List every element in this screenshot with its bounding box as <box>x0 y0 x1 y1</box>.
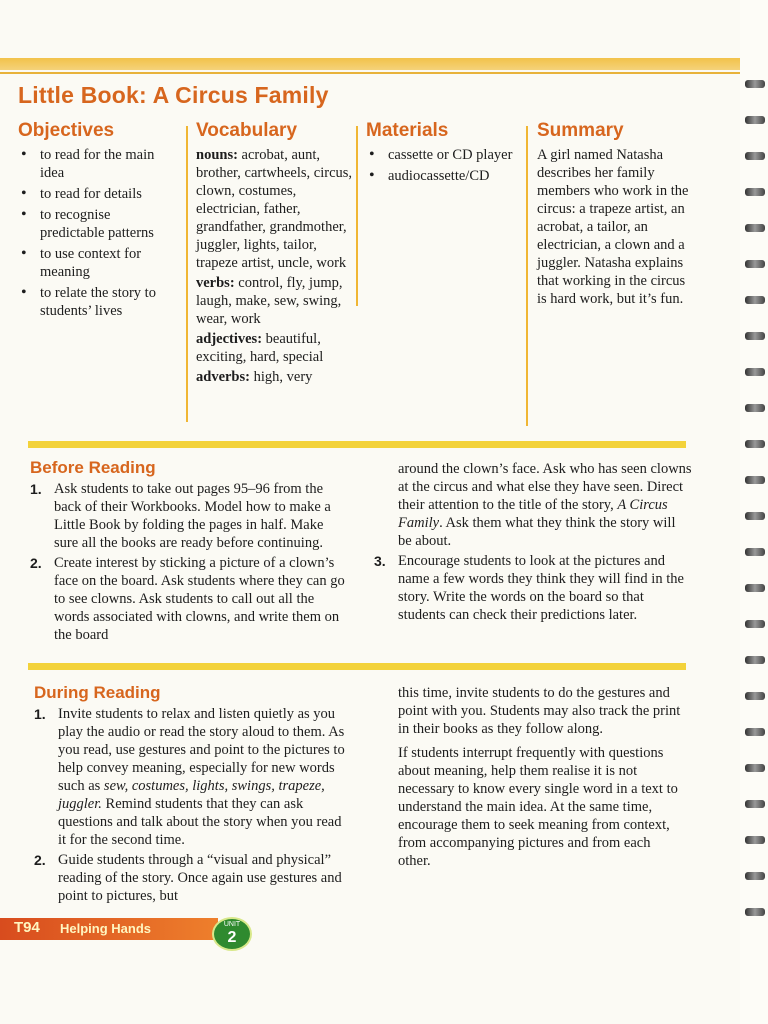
section-rule <box>28 663 686 670</box>
spiral-coil <box>745 656 765 664</box>
step-item <box>34 851 352 905</box>
spiral-coil <box>745 872 765 880</box>
before-reading-section <box>30 458 348 646</box>
column-divider <box>526 126 528 426</box>
spiral-coil <box>745 332 765 340</box>
adverbs-text: high, very <box>253 369 313 385</box>
before-reading-heading: Before Reading <box>30 458 156 477</box>
summary-text: A girl named Natasha describes her family members who work in the circus: a trapeze artist, an acrobat, a tailor, an electrician, a clown and a juggler. Natasha explains that working in the circus is hard work, but it’s fun. <box>537 147 689 307</box>
spiral-coil <box>745 188 765 196</box>
objective-item: • to read for the main idea <box>18 146 178 182</box>
column-divider <box>356 126 358 306</box>
spiral-coil <box>745 692 765 700</box>
spiral-coil <box>745 368 765 376</box>
objective-item: • to read for details <box>18 185 178 203</box>
during-reading-section <box>34 683 352 907</box>
step-text: Remind students that they can ask questions and talk about the story when you read it for the second time. <box>58 796 342 848</box>
summary-column <box>537 120 697 308</box>
material-item: • cassette or CD player <box>366 146 516 164</box>
step-number: 2. <box>30 555 42 571</box>
page-title: Little Book: A Circus Family <box>18 82 329 108</box>
step-text: Create interest by sticking a picture of a clown’s face on the board. Ask students where they can go to see clowns. Ask students to call out all the words associated with clowns, and write them on the board <box>54 555 345 643</box>
step-text: Encourage students to look at the pictures and name a few words they think they will find in the story. Write the words on the board so that students can check their predictions later. <box>398 553 684 623</box>
spiral-coil <box>745 476 765 484</box>
spiral-coil <box>745 620 765 628</box>
materials-heading: Materials <box>366 120 449 141</box>
objectives-heading: Objectives <box>18 120 115 141</box>
vocabulary-heading: Vocabulary <box>196 120 298 141</box>
top-rule <box>0 72 740 74</box>
unit-number: 2 <box>227 929 237 946</box>
step-number: 2. <box>34 852 46 868</box>
step-text: Invite students to relax and listen quietly as you play the audio or read the story aloud to them. As you read, use gestures and point to the pictures to help convey meaning, especially for new words such as <box>58 706 345 794</box>
unit-label: UNIT <box>223 921 241 928</box>
page-number: T94 <box>14 919 40 936</box>
step-item <box>374 552 692 624</box>
step-item <box>30 554 348 644</box>
step2-continued <box>374 460 692 550</box>
spiral-coil <box>745 404 765 412</box>
objectives-list <box>18 146 178 320</box>
spiral-coil <box>745 764 765 772</box>
interrupt-note: If students interrupt frequently with questions about meaning, help them realise it is not necessary to know every single word in a text to understand the main idea. At the same time, encourage them to seek meaning from context, from accompanying pictures and from each other. <box>398 745 678 869</box>
spiral-binding <box>745 80 768 960</box>
book-title: Helping Hands <box>60 921 152 936</box>
page-footer <box>0 918 218 940</box>
step-text: Ask students to take out pages 95–96 from the back of their Workbooks. Model how to make a Little Book by folding the pages in half. Make sure all the books are ready before continuing. <box>54 481 331 551</box>
before-reading-steps <box>374 552 692 624</box>
vocabulary-nouns <box>196 146 354 272</box>
before-reading-continued <box>374 460 692 626</box>
objective-item: • to use context for meaning <box>18 245 178 281</box>
vocab-words: sew, costumes, lights, swings, trapeze, juggler. <box>58 778 325 812</box>
step-item <box>30 480 348 552</box>
spiral-coil <box>745 512 765 520</box>
continued-text: . Ask them what they think the story will be about. <box>398 515 676 549</box>
adjectives-label: adjectives: <box>196 331 263 347</box>
step-item <box>34 705 352 849</box>
step-number: 3. <box>374 553 386 569</box>
materials-column <box>366 120 516 188</box>
adverbs-label: adverbs: <box>196 369 250 385</box>
spiral-coil <box>745 548 765 556</box>
objective-item: • to recognise predictable patterns <box>18 206 178 242</box>
verbs-text: control, fly, jump, laugh, make, sew, swing, wear, work <box>196 275 343 327</box>
nouns-text: acrobat, aunt, brother, cartwheels, circus, clown, costumes, electrician, father, grandfather, grandmother, juggler, lights, tailor, trapeze artist, uncle, work <box>196 147 353 271</box>
spiral-coil <box>745 908 765 916</box>
during-reading-continued <box>374 684 684 870</box>
materials-list <box>366 146 516 185</box>
spiral-coil <box>745 836 765 844</box>
spiral-coil <box>745 296 765 304</box>
vocabulary-adjectives <box>196 330 354 366</box>
top-band <box>0 58 740 70</box>
summary-heading: Summary <box>537 120 624 141</box>
spiral-coil <box>745 800 765 808</box>
material-item: • audiocassette/CD <box>366 167 516 185</box>
story-title: A Circus Family <box>398 497 668 531</box>
during-reading-heading: During Reading <box>34 683 161 702</box>
during-reading-steps <box>34 705 352 905</box>
verbs-label: verbs: <box>196 275 235 291</box>
column-divider <box>186 126 188 422</box>
vocabulary-adverbs <box>196 368 354 386</box>
spiral-coil <box>745 260 765 268</box>
objectives-column <box>18 120 178 323</box>
step-text: Guide students through a “visual and physical” reading of the story. Once again use gestures and point to pictures, but <box>58 852 342 904</box>
step-number: 1. <box>30 481 42 497</box>
nouns-label: nouns: <box>196 147 238 163</box>
section-rule <box>28 441 686 448</box>
objective-item: • to relate the story to students’ lives <box>18 284 178 320</box>
step2-continued: this time, invite students to do the gestures and point with you. Students may also track the print in their books as they follow along. <box>398 685 681 737</box>
spiral-coil <box>745 224 765 232</box>
unit-badge <box>212 917 252 951</box>
adjectives-text: beautiful, exciting, hard, special <box>196 331 324 365</box>
spiral-coil <box>745 152 765 160</box>
spiral-coil <box>745 80 765 88</box>
spiral-coil <box>745 440 765 448</box>
vocabulary-verbs <box>196 274 354 328</box>
continued-text: around the clown’s face. Ask who has seen clowns at the circus and what else they have seen. Direct their attention to the title of the story, <box>398 461 692 513</box>
spiral-coil <box>745 116 765 124</box>
vocabulary-column <box>196 120 354 386</box>
before-reading-steps <box>30 480 348 644</box>
spiral-coil <box>745 728 765 736</box>
spiral-coil <box>745 584 765 592</box>
step-number: 1. <box>34 706 46 722</box>
